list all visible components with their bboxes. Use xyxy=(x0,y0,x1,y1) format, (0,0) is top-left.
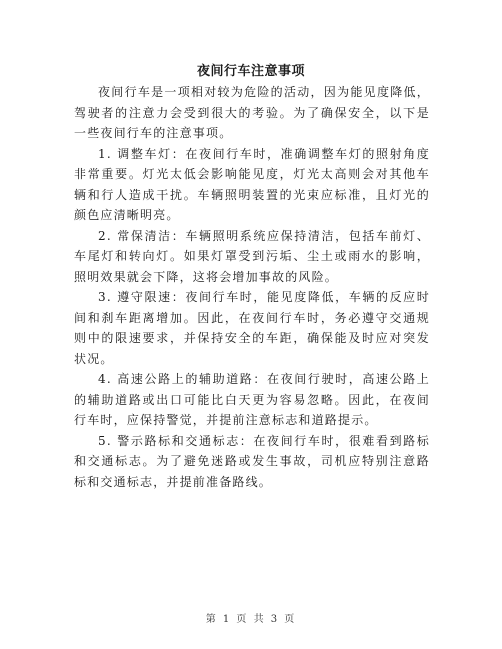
paragraph-item-5: 5. 警示路标和交通标志：在夜间行车时，很难看到路标和交通标志。为了避免迷路或发生事故，司机应特别注意路标和交通标志，并提前准备路线。 xyxy=(74,433,430,489)
page-number-footer: 第 1 页 共 3 页 xyxy=(205,614,297,625)
document-body xyxy=(74,82,430,492)
paragraph-item-2: 2. 常保清洁：车辆照明系统应保持清洁，包括车前灯、车尾灯和转向灯。如果灯罩受到污垢、尘土或雨水的影响，照明效果就会下降，这将会增加事故的风险。 xyxy=(74,228,430,284)
paragraph-item-3: 3. 遵守限速：夜间行车时，能见度降低，车辆的反应时间和刹车距离增加。因此，在夜间行车时，务必遵守交通规则中的限速要求，并保持安全的车距，确保能及时应对突发状况。 xyxy=(74,290,430,366)
document-title: 夜间行车注意事项 xyxy=(196,64,305,79)
paragraph-item-4: 4. 高速公路上的辅助道路：在夜间行驶时，高速公路上的辅助道路或出口可能比白天更为容易忽略。因此，在夜间行车时，应保持警觉，并提前注意标志和道路提示。 xyxy=(74,372,430,427)
paragraph-item-1: 1. 调整车灯：在夜间行车时，准确调整车灯的照射角度非常重要。灯光太低会影响能见度，灯光太高则会对其他车辆和行人造成干扰。车辆照明装置的光束应标准，且灯光的颜色应清晰明亮。 xyxy=(74,146,430,222)
paragraph-intro: 夜间行车是一项相对较为危险的活动，因为能见度降低，驾驶者的注意力会受到很大的考验。为了确保安全，以下是一些夜间行车的注意事项。 xyxy=(74,85,430,140)
